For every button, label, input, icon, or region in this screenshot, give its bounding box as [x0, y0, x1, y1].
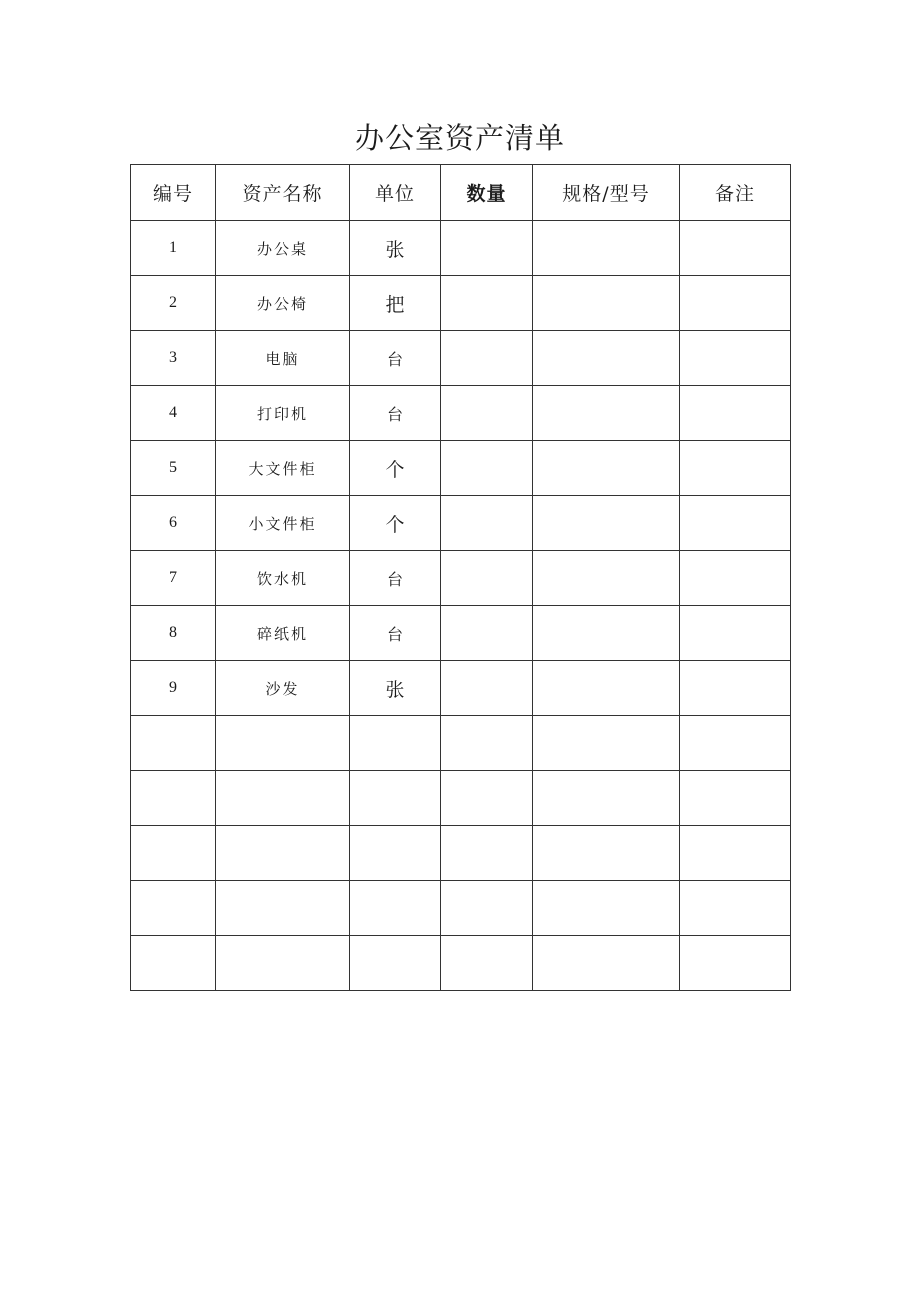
table-row — [131, 441, 791, 496]
table-row — [131, 716, 791, 771]
cell-quantity — [441, 716, 533, 771]
cell-unit: 台 — [350, 606, 441, 661]
cell-quantity — [441, 771, 533, 826]
cell-spec — [533, 276, 680, 331]
column-header-note: 备注 — [680, 165, 791, 221]
cell-asset-name: 办公桌 — [216, 221, 350, 276]
cell-id: 2 — [131, 276, 216, 331]
cell-asset-name: 办公椅 — [216, 276, 350, 331]
cell-spec — [533, 771, 680, 826]
cell-spec — [533, 221, 680, 276]
table-row — [131, 936, 791, 991]
table-row — [131, 276, 791, 331]
cell-note — [680, 276, 791, 331]
cell-unit: 台 — [350, 386, 441, 441]
table-row — [131, 386, 791, 441]
cell-id: 1 — [131, 221, 216, 276]
cell-asset-name — [216, 826, 350, 881]
cell-id: 5 — [131, 441, 216, 496]
cell-unit — [350, 771, 441, 826]
cell-asset-name: 电脑 — [216, 331, 350, 386]
cell-note — [680, 551, 791, 606]
header-row — [131, 165, 791, 221]
cell-id — [131, 771, 216, 826]
table-row — [131, 771, 791, 826]
cell-id: 4 — [131, 386, 216, 441]
cell-id: 8 — [131, 606, 216, 661]
cell-asset-name: 小文件柜 — [216, 496, 350, 551]
table-row — [131, 331, 791, 386]
cell-spec — [533, 331, 680, 386]
cell-asset-name — [216, 936, 350, 991]
cell-quantity — [441, 551, 533, 606]
table-row — [131, 826, 791, 881]
cell-note — [680, 716, 791, 771]
table-row — [131, 661, 791, 716]
cell-spec — [533, 386, 680, 441]
cell-id — [131, 881, 216, 936]
cell-unit: 张 — [350, 221, 441, 276]
cell-spec — [533, 881, 680, 936]
cell-id: 9 — [131, 661, 216, 716]
cell-spec — [533, 826, 680, 881]
cell-unit — [350, 881, 441, 936]
cell-quantity — [441, 386, 533, 441]
cell-note — [680, 771, 791, 826]
cell-spec — [533, 936, 680, 991]
cell-asset-name — [216, 716, 350, 771]
cell-unit: 台 — [350, 551, 441, 606]
cell-note — [680, 606, 791, 661]
cell-unit: 个 — [350, 441, 441, 496]
cell-asset-name: 打印机 — [216, 386, 350, 441]
cell-asset-name: 饮水机 — [216, 551, 350, 606]
table-body — [131, 221, 791, 991]
cell-note — [680, 331, 791, 386]
table-row — [131, 221, 791, 276]
cell-spec — [533, 551, 680, 606]
cell-quantity — [441, 331, 533, 386]
page-title: 办公室资产清单 — [354, 121, 565, 155]
column-header-spec: 规格/型号 — [533, 165, 680, 221]
cell-note — [680, 881, 791, 936]
cell-unit: 台 — [350, 331, 441, 386]
cell-note — [680, 661, 791, 716]
cell-asset-name — [216, 771, 350, 826]
cell-quantity — [441, 276, 533, 331]
table-row — [131, 606, 791, 661]
table-row — [131, 881, 791, 936]
cell-unit — [350, 826, 441, 881]
cell-unit: 个 — [350, 496, 441, 551]
asset-table — [130, 164, 791, 991]
cell-note — [680, 221, 791, 276]
cell-unit — [350, 936, 441, 991]
cell-spec — [533, 496, 680, 551]
cell-quantity — [441, 496, 533, 551]
table-row — [131, 496, 791, 551]
cell-unit: 张 — [350, 661, 441, 716]
cell-note — [680, 936, 791, 991]
cell-quantity — [441, 826, 533, 881]
cell-quantity — [441, 441, 533, 496]
cell-spec — [533, 716, 680, 771]
cell-spec — [533, 661, 680, 716]
cell-spec — [533, 441, 680, 496]
cell-note — [680, 441, 791, 496]
cell-quantity — [441, 221, 533, 276]
cell-note — [680, 826, 791, 881]
cell-id: 3 — [131, 331, 216, 386]
column-header-id: 编号 — [131, 165, 216, 221]
cell-spec — [533, 606, 680, 661]
cell-unit: 把 — [350, 276, 441, 331]
cell-asset-name: 大文件柜 — [216, 441, 350, 496]
table-row — [131, 551, 791, 606]
cell-unit — [350, 716, 441, 771]
cell-asset-name — [216, 881, 350, 936]
cell-asset-name: 沙发 — [216, 661, 350, 716]
column-header-unit: 单位 — [350, 165, 441, 221]
cell-quantity — [441, 881, 533, 936]
cell-asset-name: 碎纸机 — [216, 606, 350, 661]
cell-note — [680, 496, 791, 551]
column-header-quantity: 数量 — [441, 165, 533, 221]
cell-quantity — [441, 661, 533, 716]
cell-id — [131, 826, 216, 881]
cell-id — [131, 936, 216, 991]
cell-id: 7 — [131, 551, 216, 606]
table-header — [131, 165, 791, 221]
column-header-name: 资产名称 — [216, 165, 350, 221]
cell-id — [131, 716, 216, 771]
cell-note — [680, 386, 791, 441]
cell-quantity — [441, 936, 533, 991]
cell-quantity — [441, 606, 533, 661]
cell-id: 6 — [131, 496, 216, 551]
